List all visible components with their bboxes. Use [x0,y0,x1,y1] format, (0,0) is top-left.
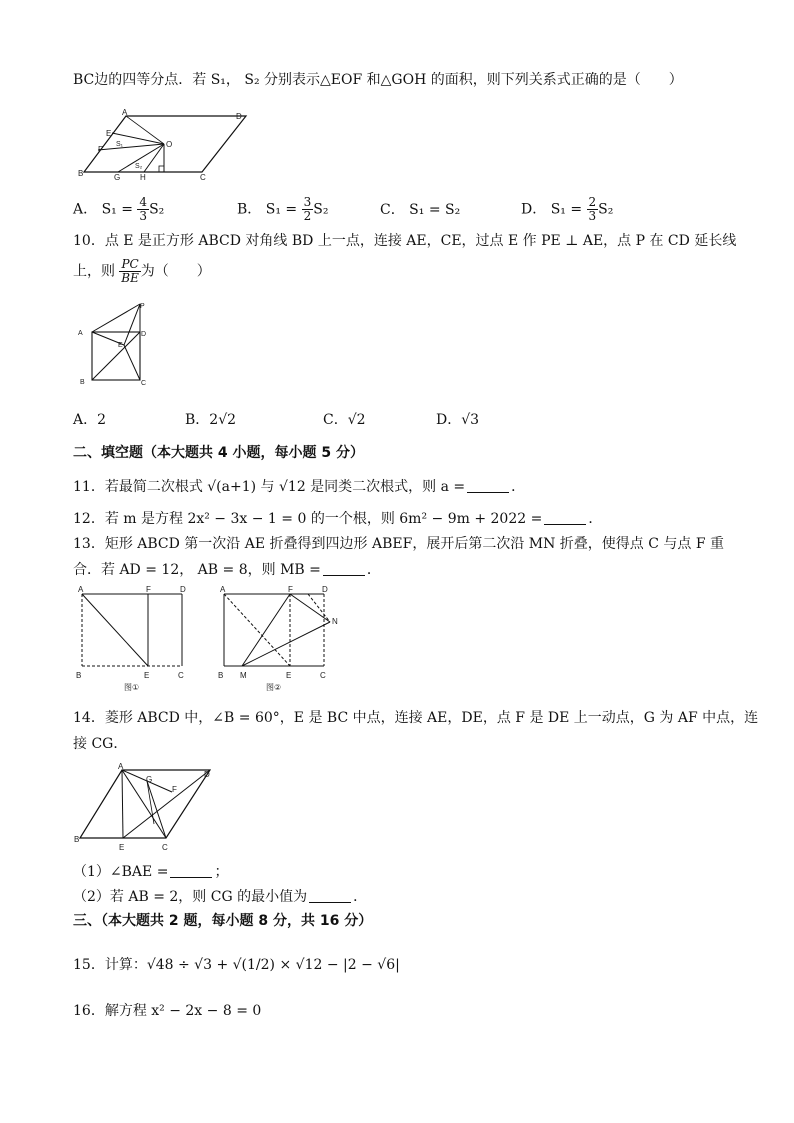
q13-answer-blank[interactable] [323,561,365,576]
q10-stem-line1: 10．点 E 是正方形 ABCD 对角线 BD 上一点，连接 AE，CE，过点 E 作 PE ⊥ AE，点 P 在 CD 延长线 [73,233,737,249]
q9-stem: BC边的四等分点．若 S₁， S₂ 分别表示△EOF 和△GOH 的面积，则下列关系式正确的是（ ） [73,72,683,88]
q13-figure-2 [218,586,348,694]
q13-fig1-caption: 图① [124,683,140,692]
q14-label-A: A [118,762,124,771]
q14-sub2: （2）若 AB = 2，则 CG 的最小值为 ． [73,889,368,905]
q13-fig2-label-A: A [220,585,226,594]
q14-sub1: （1）∠BAE = ； [73,864,229,880]
q9-label-S1: S₁ [116,141,124,148]
q14-sub2-answer-blank[interactable] [309,888,351,903]
q13-fig2-label-F: F [288,585,293,594]
q13-fig2-label-E: E [286,671,292,680]
q10-stem-line2: 上，则 $\frac{PC}{BE}$ 为（ ） [73,257,211,285]
q14-label-D: D [204,770,210,779]
q10-label-E: E [118,342,123,349]
q15: 15．计算：√48 ÷ √3 + √(1/2) × √12 − |2 − √6| [73,957,400,973]
q13-fig2-label-N: N [332,617,338,626]
q10-option-c: C．√2 [323,412,366,428]
q9-label-D: D [236,112,242,121]
q13-fig1-label-D: D [180,585,186,594]
q16: 16．解方程 x² − 2x − 8 = 0 [73,1003,262,1019]
q13-fig2-label-D: D [322,585,328,594]
q10-label-B: B [80,379,85,386]
q9-label-H: H [140,173,146,182]
section-calculation-title: 三、（本大题共 2 题，每小题 8 分，共 16 分） [73,913,373,929]
q9-figure [78,108,258,184]
q11-answer-blank[interactable] [467,478,509,493]
section-fill-in-title: 二、填空题（本大题共 4 小题，每小题 5 分） [73,445,364,461]
q12-answer-blank[interactable] [544,510,586,525]
q10-label-D: D [141,331,147,338]
q14-figure [74,762,224,854]
q13-fig1-label-E: E [144,671,150,680]
q13-fig2-caption: 图② [266,683,282,692]
q13-stem-line1: 13．矩形 ABCD 第一次沿 AE 折叠得到四边形 ABEF，展开后第二次沿 MN 折叠，使得点 C 与点 F 重 [73,536,725,552]
q13-stem-line2: 合．若 AD = 12， AB = 8，则 MB = ． [73,562,381,578]
q14-sub1-answer-blank[interactable] [170,863,212,878]
q14-label-F: F [172,785,177,794]
q9-option-c: C． S₁ = S₂ [380,202,461,218]
q13-fig1-label-C: C [178,671,184,680]
q13-fig1-label-A: A [78,585,84,594]
q10-option-a: A．2 [73,412,107,428]
q9-label-A: A [122,108,128,117]
q14-label-B: B [74,835,80,844]
q9-option-b: B． S₁ = $\frac{3}{2}$ S₂ [237,195,329,223]
q9-label-E: E [106,129,112,138]
q10-label-P: P [140,303,145,310]
q10-option-d: D．√3 [436,412,480,428]
q14-stem-line2: 接 CG． [73,736,128,752]
q11: 11．若最简二次根式 √(a+1) 与 √12 是同类二次根式，则 a = ． [73,479,526,495]
q9-option-a: A． S₁ = $\frac{4}{3}$ S₂ [73,195,165,223]
q10-label-C: C [141,380,147,387]
q10-option-b: B．2√2 [185,412,237,428]
q13-fig1-label-F: F [146,585,151,594]
q9-label-S2: S₂ [135,163,143,170]
q13-fig2-label-C: C [320,671,326,680]
q14-label-E: E [119,843,125,852]
q9-label-G: G [114,173,121,182]
q12: 12．若 m 是方程 2x² − 3x − 1 = 0 的一个根，则 6m² − 9m + 2022 = ． [73,511,603,527]
q9-label-O: O [166,140,173,149]
q14-label-C: C [162,843,168,852]
q9-option-d: D． S₁ = $\frac{2}{3}$ S₂ [521,195,614,223]
q10-figure [78,300,158,390]
q13-fig2-label-B: B [218,671,224,680]
q9-label-B: B [78,169,84,178]
q13-fig2-label-M: M [240,671,247,680]
q9-label-F: F [98,145,103,154]
q10-label-A: A [78,330,83,337]
q9-label-C: C [200,173,206,182]
q13-figure-1 [76,586,196,694]
q13-fig1-label-B: B [76,671,82,680]
q14-stem-line1: 14．菱形 ABCD 中，∠B = 60°，E 是 BC 中点，连接 AE，DE，点 F 是 DE 上一动点，G 为 AF 中点，连 [73,710,759,726]
q14-label-G: G [146,775,153,784]
